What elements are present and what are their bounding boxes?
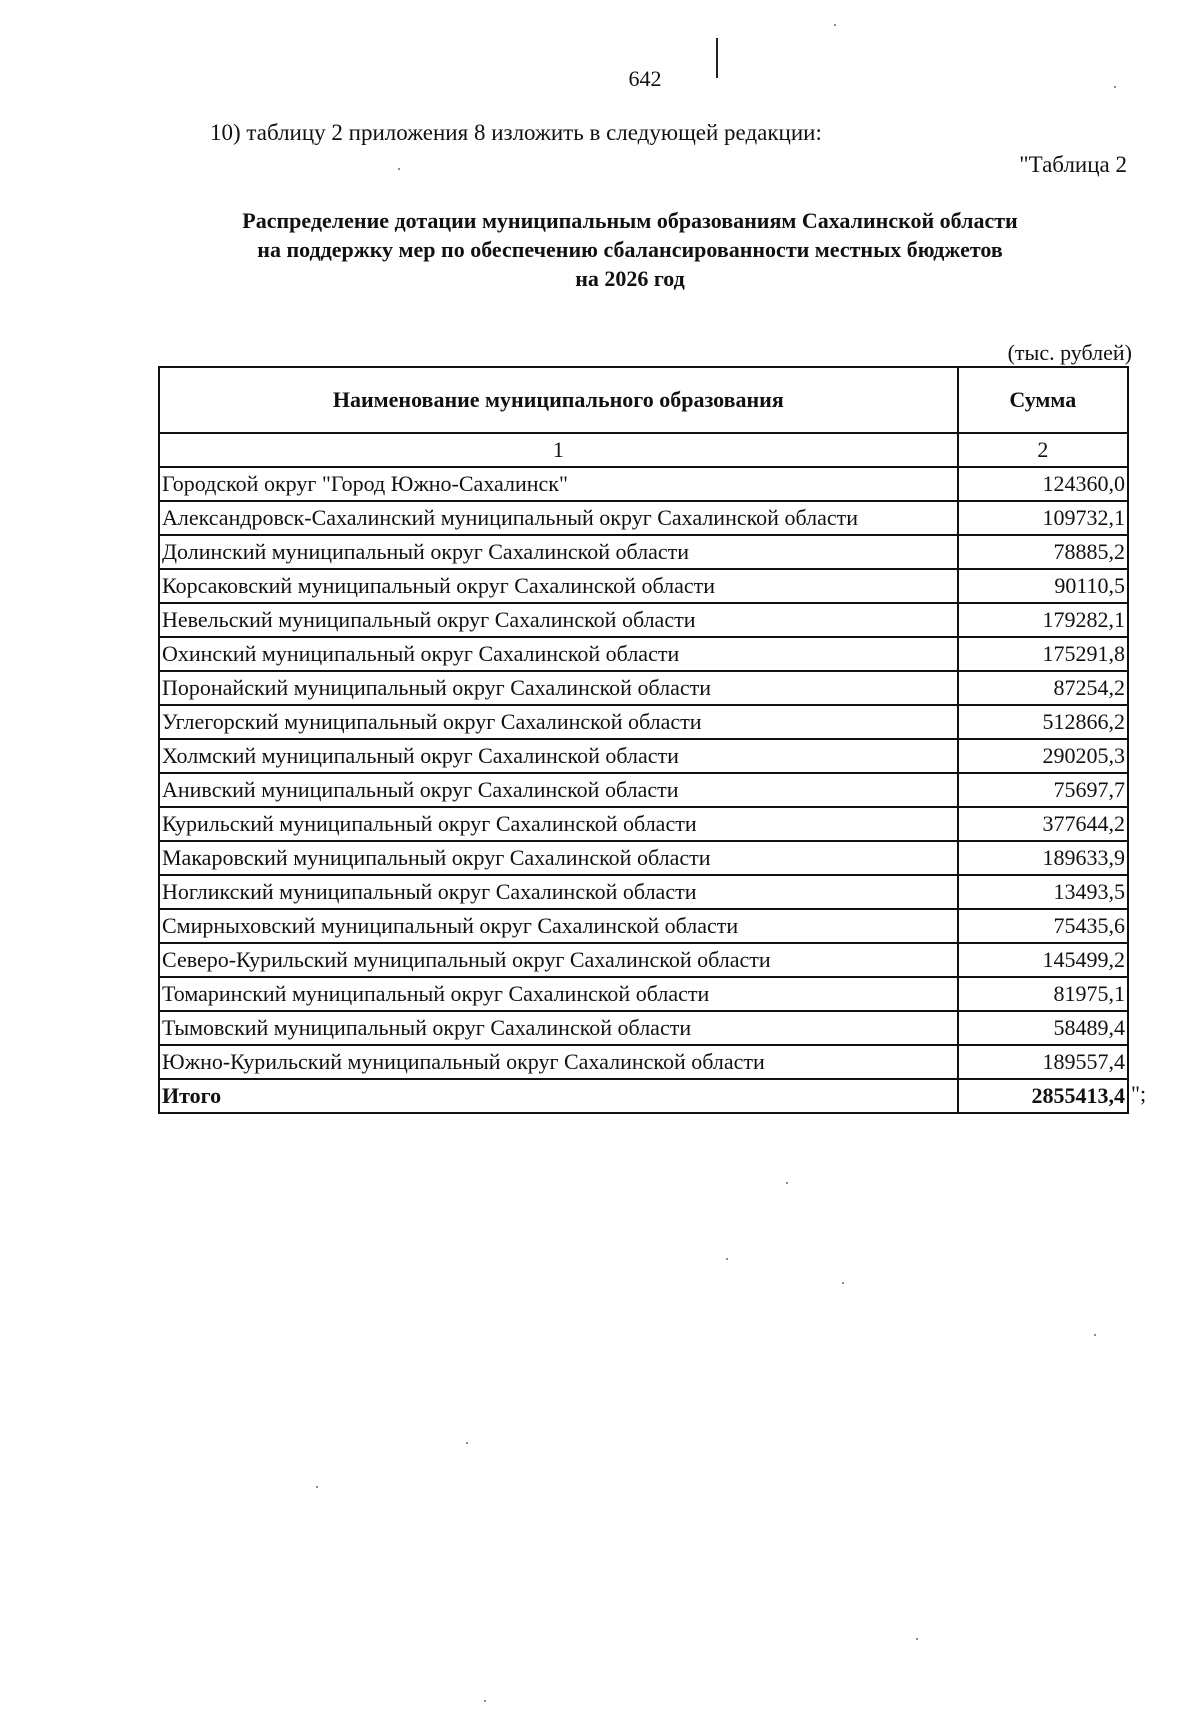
table-row bbox=[159, 467, 1128, 501]
table-row bbox=[159, 1045, 1128, 1079]
column-number-row bbox=[159, 433, 1128, 467]
total-label: Итого bbox=[159, 1079, 958, 1113]
scan-artifact-line bbox=[716, 38, 718, 78]
municipality-name: Ногликский муниципальный округ Сахалинской области bbox=[159, 875, 958, 909]
scan-speck bbox=[466, 1442, 468, 1444]
municipality-name: Анивский муниципальный округ Сахалинской области bbox=[159, 773, 958, 807]
table-row bbox=[159, 739, 1128, 773]
municipality-name: Макаровский муниципальный округ Сахалинской области bbox=[159, 841, 958, 875]
subsidy-amount: 13493,5 bbox=[958, 875, 1128, 909]
municipality-name: Поронайский муниципальный округ Сахалинской области bbox=[159, 671, 958, 705]
municipality-name: Долинский муниципальный округ Сахалинской области bbox=[159, 535, 958, 569]
header-name: Наименование муниципального образования bbox=[159, 367, 958, 433]
page-number: 642 bbox=[628, 66, 662, 91]
municipality-name: Охинский муниципальный округ Сахалинской области bbox=[159, 637, 958, 671]
subsidy-amount: 90110,5 bbox=[958, 569, 1128, 603]
municipality-name: Тымовский муниципальный округ Сахалинской области bbox=[159, 1011, 958, 1045]
subsidy-amount: 75435,6 bbox=[958, 909, 1128, 943]
municipality-name: Томаринский муниципальный округ Сахалинской области bbox=[159, 977, 958, 1011]
intro-text: 10) таблицу 2 приложения 8 изложить в следующей редакции: bbox=[210, 120, 822, 145]
document-title bbox=[160, 206, 1100, 293]
municipality-name: Корсаковский муниципальный округ Сахалинской области bbox=[159, 569, 958, 603]
subsidy-amount: 175291,8 bbox=[958, 637, 1128, 671]
subsidy-amount: 377644,2 bbox=[958, 807, 1128, 841]
subsidy-amount: 109732,1 bbox=[958, 501, 1128, 535]
table-row bbox=[159, 875, 1128, 909]
subsidy-amount: 124360,0 bbox=[958, 467, 1128, 501]
table-row bbox=[159, 943, 1128, 977]
scan-speck bbox=[786, 1182, 788, 1184]
scan-speck bbox=[316, 1486, 318, 1488]
scan-speck bbox=[842, 1282, 844, 1284]
municipality-name: Александровск-Сахалинский муниципальный округ Сахалинской области bbox=[159, 501, 958, 535]
subsidy-amount: 81975,1 bbox=[958, 977, 1128, 1011]
title-line: на поддержку мер по обеспечению сбалансированности местных бюджетов bbox=[257, 237, 1003, 262]
scan-speck bbox=[398, 168, 400, 170]
column-number: 2 bbox=[958, 433, 1128, 467]
municipality-name: Курильский муниципальный округ Сахалинской области bbox=[159, 807, 958, 841]
municipality-name: Южно-Курильский муниципальный округ Сахалинской области bbox=[159, 1045, 958, 1079]
table-row bbox=[159, 909, 1128, 943]
municipality-name: Смирныховский муниципальный округ Сахалинской области bbox=[159, 909, 958, 943]
subsidy-amount: 189557,4 bbox=[958, 1045, 1128, 1079]
table-row bbox=[159, 705, 1128, 739]
title-line: Распределение дотации муниципальным образованиям Сахалинской области bbox=[242, 208, 1018, 233]
table-row bbox=[159, 807, 1128, 841]
table-row bbox=[159, 501, 1128, 535]
municipality-name: Городской округ "Город Южно-Сахалинск" bbox=[159, 467, 958, 501]
municipality-name: Невельский муниципальный округ Сахалинской области bbox=[159, 603, 958, 637]
scan-speck bbox=[1094, 1334, 1096, 1336]
scan-speck bbox=[834, 24, 836, 26]
subsidy-amount: 78885,2 bbox=[958, 535, 1128, 569]
table-row bbox=[159, 569, 1128, 603]
scan-speck bbox=[484, 1700, 486, 1702]
subsidy-amount: 189633,9 bbox=[958, 841, 1128, 875]
subsidy-amount: 179282,1 bbox=[958, 603, 1128, 637]
municipality-name: Холмский муниципальный округ Сахалинской области bbox=[159, 739, 958, 773]
subsidy-amount: 290205,3 bbox=[958, 739, 1128, 773]
subsidy-amount: 512866,2 bbox=[958, 705, 1128, 739]
table-row bbox=[159, 671, 1128, 705]
table-row bbox=[159, 637, 1128, 671]
municipality-name: Углегорский муниципальный округ Сахалинской области bbox=[159, 705, 958, 739]
units-label: (тыс. рублей) bbox=[1007, 340, 1132, 365]
scan-speck bbox=[726, 1258, 728, 1260]
municipality-name: Северо-Курильский муниципальный округ Сахалинской области bbox=[159, 943, 958, 977]
column-number: 1 bbox=[159, 433, 958, 467]
table-row bbox=[159, 1011, 1128, 1045]
table-row bbox=[159, 841, 1128, 875]
table-row bbox=[159, 773, 1128, 807]
table-row bbox=[159, 535, 1128, 569]
subsidy-amount: 87254,2 bbox=[958, 671, 1128, 705]
table-row bbox=[159, 977, 1128, 1011]
total-row bbox=[159, 1079, 1128, 1113]
scan-speck bbox=[916, 1638, 918, 1640]
table-caption: "Таблица 2 bbox=[1019, 152, 1127, 177]
subsidy-amount: 58489,4 bbox=[958, 1011, 1128, 1045]
subsidy-amount: 145499,2 bbox=[958, 943, 1128, 977]
subsidy-amount: 75697,7 bbox=[958, 773, 1128, 807]
scan-speck bbox=[1114, 86, 1116, 88]
table-header-row bbox=[159, 367, 1128, 433]
total-amount: 2855413,4 bbox=[958, 1079, 1128, 1113]
title-line: на 2026 год bbox=[575, 266, 685, 291]
distribution-table bbox=[158, 366, 1129, 1114]
closing-quote: "; bbox=[1131, 1081, 1147, 1106]
header-sum: Сумма bbox=[958, 367, 1128, 433]
table-row bbox=[159, 603, 1128, 637]
